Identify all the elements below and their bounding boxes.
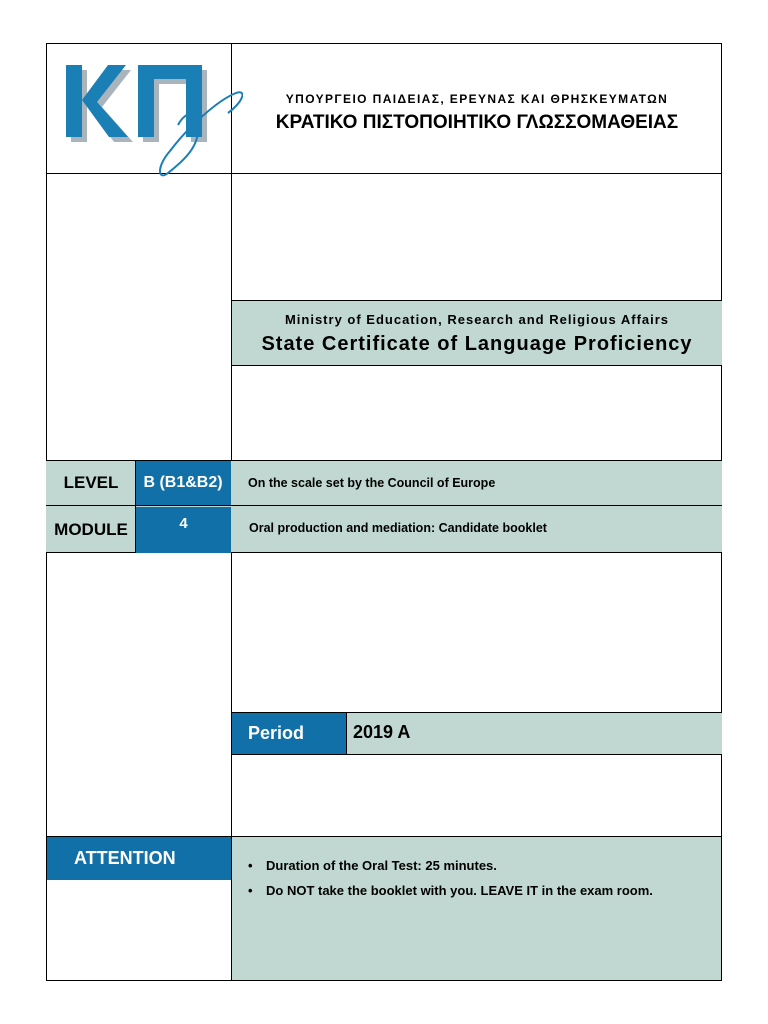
module-label: MODULE bbox=[54, 519, 128, 539]
period-label: Period bbox=[232, 713, 346, 754]
period-divider bbox=[346, 713, 347, 754]
level-description: On the scale set by the Council of Europe bbox=[248, 476, 496, 490]
level-value: B (B1&B2) bbox=[135, 461, 231, 505]
period-value: 2019 A bbox=[353, 722, 411, 742]
attention-item: • Duration of the Oral Test: 25 minutes. bbox=[248, 858, 718, 873]
english-banner bbox=[232, 300, 722, 366]
english-certificate-title: State Certificate of Language Proficiency bbox=[261, 333, 693, 355]
module-description: Oral production and mediation: Candidate booklet bbox=[249, 521, 547, 535]
logo bbox=[58, 55, 243, 185]
attention-label: ATTENTION bbox=[47, 837, 231, 880]
attention-list bbox=[238, 858, 718, 908]
greek-ministry: ΥΠΟΥΡΓΕΙΟ ΠΑΙΔΕΙΑΣ, ΕΡΕΥΝΑΣ ΚΑΙ ΘΡΗΣΚΕΥΜΑΤΩΝ bbox=[285, 92, 669, 106]
attention-item: • Do NOT take the booklet with you. LEAVE IT in the exam room. bbox=[248, 883, 718, 898]
greek-certificate-title: ΚΡΑΤΙΚΟ ΠΙΣΤΟΠΟΙΗΤΙΚΟ ΓΛΩΣΣΟΜΑΘΕΙΑΣ bbox=[275, 112, 679, 133]
level-label: LEVEL bbox=[63, 473, 119, 492]
english-ministry: Ministry of Education, Research and Religious Affairs bbox=[284, 312, 670, 327]
svg-text:ΚΠγ: ΚΠγ bbox=[68, 175, 70, 176]
module-value: 4 bbox=[136, 507, 231, 553]
